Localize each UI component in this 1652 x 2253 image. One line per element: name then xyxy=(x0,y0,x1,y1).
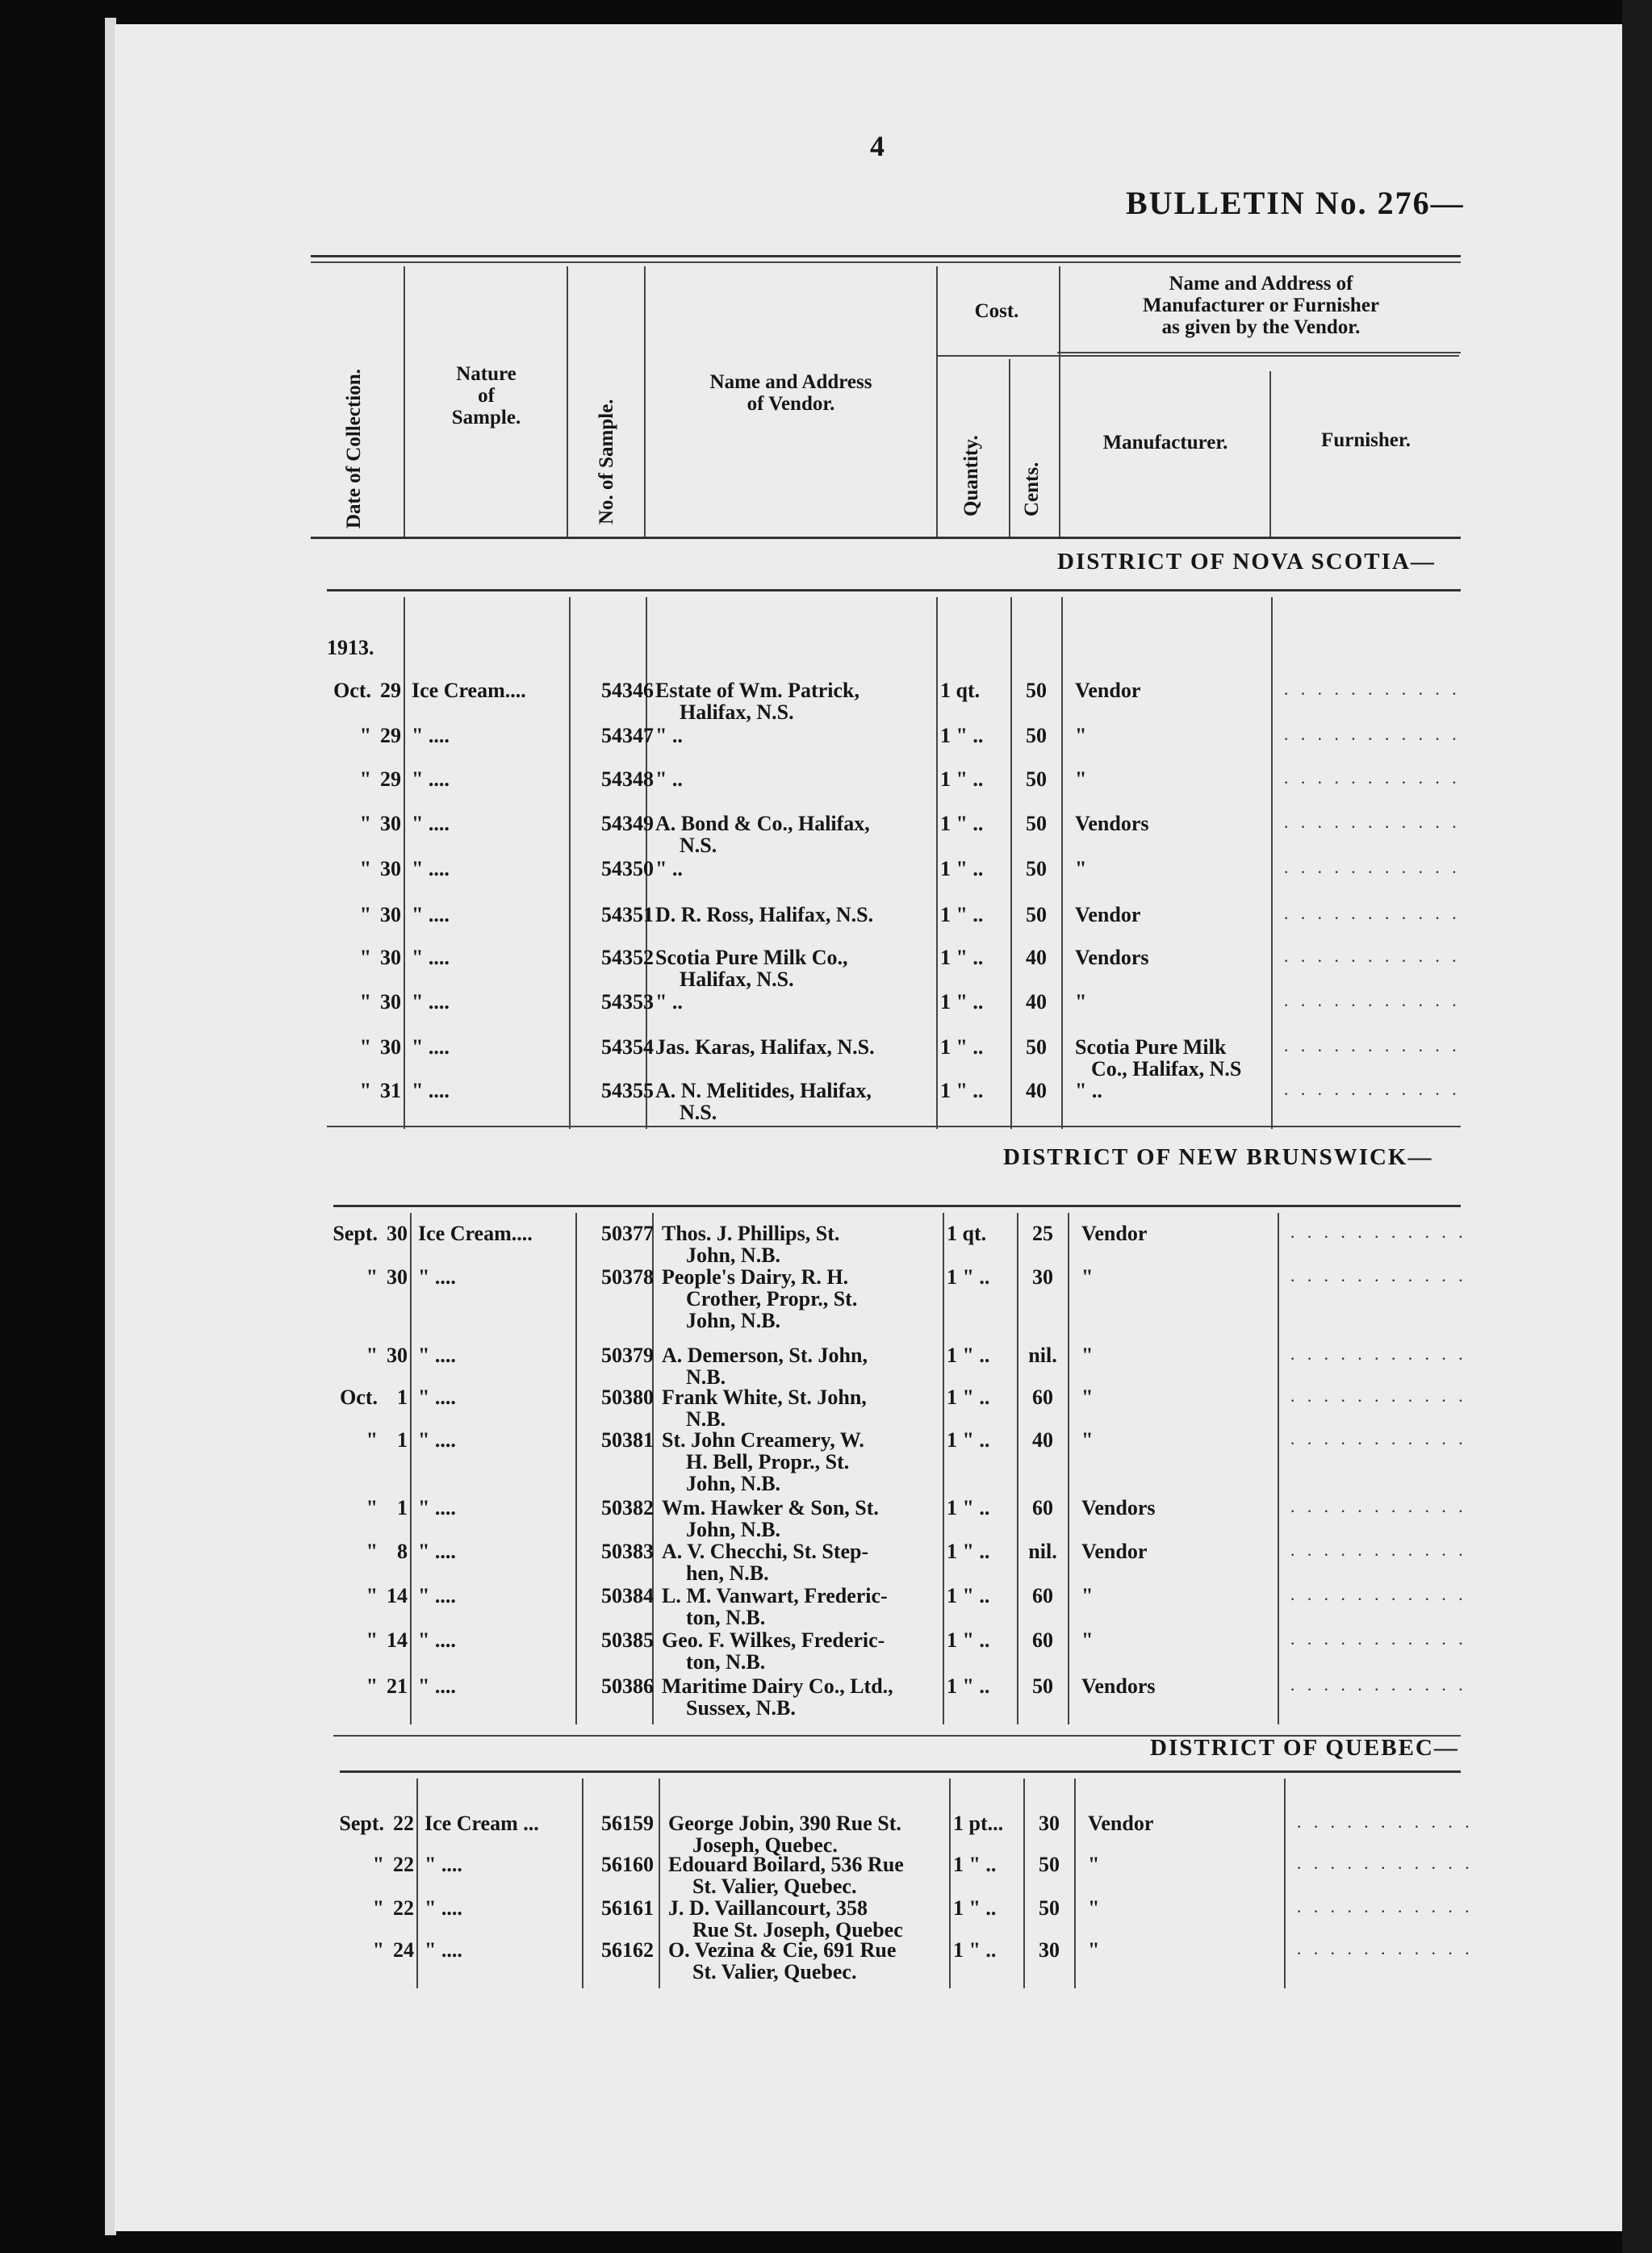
date-day: 21 xyxy=(387,1674,408,1698)
date-day: 14 xyxy=(387,1584,408,1607)
quantity: 1 " .. xyxy=(947,1386,990,1409)
header-vendor: Name and Address of Vendor. xyxy=(709,371,872,415)
sample-number: 50378 xyxy=(601,1265,654,1289)
manufacturer: Co., Halifax, N.S xyxy=(1091,1057,1242,1081)
vendor-line: Jas. Karas, Halifax, N.S. xyxy=(655,1035,875,1059)
quantity: 1 " .. xyxy=(953,1853,997,1876)
date-month: " xyxy=(366,1540,378,1563)
nature-of-sample: " .... xyxy=(412,767,450,791)
vendor-line: George Jobin, 390 Rue St. xyxy=(668,1812,901,1835)
date-day: 31 xyxy=(380,1079,401,1102)
header-sample-no: No. of Sample. xyxy=(596,399,617,525)
date-month: " xyxy=(359,857,371,880)
vendor-line: A. Demerson, St. John, xyxy=(662,1344,868,1367)
cents: 60 xyxy=(1032,1496,1053,1519)
quantity: 1 " .. xyxy=(940,990,984,1014)
date-month: " xyxy=(359,1079,371,1102)
cents: 30 xyxy=(1039,1938,1060,1962)
manufacturer: " xyxy=(1075,990,1087,1014)
cents: 30 xyxy=(1039,1812,1060,1835)
sample-number: 54353 xyxy=(601,990,654,1014)
date-day: 22 xyxy=(393,1853,414,1876)
leader-dots: · · · · · · · · · · · xyxy=(1296,1901,1474,1921)
nature-of-sample: " .... xyxy=(412,812,450,835)
quantity: 1 " .. xyxy=(940,812,984,835)
vendor-line: H. Bell, Propr., St. xyxy=(686,1450,850,1473)
date-day: 8 xyxy=(397,1540,408,1563)
vendor-line: Crother, Propr., St. xyxy=(686,1287,858,1310)
cents: nil. xyxy=(1028,1540,1057,1563)
quantity: 1 " .. xyxy=(940,767,984,791)
manufacturer: " .. xyxy=(1075,1079,1102,1102)
manufacturer: Vendor xyxy=(1075,903,1141,926)
vendor-line: ton, N.B. xyxy=(686,1606,766,1629)
nature-of-sample: " .... xyxy=(412,946,450,969)
date-month: " xyxy=(359,903,371,926)
sample-number: 50383 xyxy=(601,1540,654,1563)
date-day: 30 xyxy=(380,990,401,1014)
manufacturer: " xyxy=(1075,724,1087,747)
date-month: " xyxy=(366,1428,378,1452)
date-month: " xyxy=(366,1265,378,1289)
cents: 50 xyxy=(1026,724,1047,747)
quantity: 1 " .. xyxy=(953,1938,997,1962)
quantity: 1 " .. xyxy=(940,946,984,969)
nature-of-sample: " .... xyxy=(418,1496,456,1519)
header-subgroup-rule-2 xyxy=(1057,352,1461,353)
header-maker-group: Name and Address of Manufacturer or Furnisher as given by the Vendor. xyxy=(1142,273,1380,338)
vendor-line: Frank White, St. John, xyxy=(662,1386,867,1409)
sample-number: 50385 xyxy=(601,1628,654,1652)
cents: 40 xyxy=(1032,1428,1053,1452)
vendor-line: J. D. Vaillancourt, 358 xyxy=(668,1896,868,1920)
manufacturer: " xyxy=(1081,1344,1094,1367)
manufacturer: Vendors xyxy=(1081,1674,1156,1698)
leader-dots: · · · · · · · · · · · xyxy=(1283,772,1461,792)
leader-dots: · · · · · · · · · · · xyxy=(1290,1390,1467,1411)
date-day: 30 xyxy=(380,946,401,969)
district-title: DISTRICT OF NOVA SCOTIA— xyxy=(1057,549,1436,575)
column-divider xyxy=(949,1779,951,1988)
cents: 40 xyxy=(1026,946,1047,969)
manufacturer: " xyxy=(1081,1584,1094,1607)
cents: 50 xyxy=(1026,857,1047,880)
leader-dots: · · · · · · · · · · · xyxy=(1290,1589,1467,1609)
vendor-line: Joseph, Quebec. xyxy=(692,1833,838,1857)
section-rule xyxy=(327,589,1461,591)
header-nature: Nature of Sample. xyxy=(451,363,521,428)
date-month: " xyxy=(359,946,371,969)
cents: 40 xyxy=(1026,990,1047,1014)
header-divider xyxy=(404,266,405,537)
nature-of-sample: Ice Cream ... xyxy=(425,1812,539,1835)
quantity: 1 " .. xyxy=(940,1079,984,1102)
sample-number: 50380 xyxy=(601,1386,654,1409)
date-month: Sept. xyxy=(332,1222,378,1245)
sample-number: 54355 xyxy=(601,1079,654,1102)
column-divider xyxy=(1061,597,1063,1129)
column-divider xyxy=(1271,597,1273,1129)
header-date: Date of Collection. xyxy=(343,369,365,529)
column-divider xyxy=(943,1213,944,1724)
date-day: 1 xyxy=(397,1428,408,1452)
manufacturer: Vendor xyxy=(1075,679,1141,702)
nature-of-sample: " .... xyxy=(418,1265,456,1289)
vendor-line: John, N.B. xyxy=(686,1518,781,1541)
cents: 50 xyxy=(1026,679,1047,702)
vendor-line: " .. xyxy=(655,767,683,791)
date-day: 22 xyxy=(393,1896,414,1920)
sample-number: 56159 xyxy=(601,1812,654,1835)
sample-number: 54354 xyxy=(601,1035,654,1059)
leader-dots: · · · · · · · · · · · xyxy=(1283,817,1461,837)
date-day: 29 xyxy=(380,679,401,702)
date-day: 30 xyxy=(380,1035,401,1059)
header-furnisher: Furnisher. xyxy=(1321,429,1411,451)
vendor-line: A. N. Melitides, Halifax, xyxy=(655,1079,872,1102)
date-month: " xyxy=(372,1896,384,1920)
header-quantity: Quantity. xyxy=(960,435,982,516)
date-day: 22 xyxy=(393,1812,414,1835)
nature-of-sample: " .... xyxy=(418,1540,456,1563)
vendor-line: N.B. xyxy=(686,1407,726,1431)
vendor-line: John, N.B. xyxy=(686,1309,781,1332)
vendor-line: John, N.B. xyxy=(686,1472,781,1495)
vendor-line: A. V. Checchi, St. Step- xyxy=(662,1540,869,1563)
leader-dots: · · · · · · · · · · · xyxy=(1296,1858,1474,1878)
leader-dots: · · · · · · · · · · · xyxy=(1283,951,1461,971)
cents: 25 xyxy=(1032,1222,1053,1245)
date-day: 24 xyxy=(393,1938,414,1962)
quantity: 1 " .. xyxy=(940,724,984,747)
section-rule xyxy=(340,1770,1461,1773)
date-month: " xyxy=(366,1584,378,1607)
nature-of-sample: Ice Cream.... xyxy=(412,679,526,702)
nature-of-sample: " .... xyxy=(412,903,450,926)
vendor-line: hen, N.B. xyxy=(686,1561,769,1585)
date-day: 14 xyxy=(387,1628,408,1652)
leader-dots: · · · · · · · · · · · xyxy=(1283,908,1461,928)
sample-number: 56160 xyxy=(601,1853,654,1876)
manufacturer: Vendors xyxy=(1075,812,1149,835)
nature-of-sample: " .... xyxy=(418,1584,456,1607)
sample-number: 54348 xyxy=(601,767,654,791)
quantity: 1 " .. xyxy=(940,903,984,926)
manufacturer: Vendor xyxy=(1088,1812,1154,1835)
vendor-line: N.S. xyxy=(680,834,717,857)
cents: 30 xyxy=(1032,1265,1053,1289)
quantity: 1 qt. xyxy=(940,679,981,702)
leader-dots: · · · · · · · · · · · xyxy=(1296,1943,1474,1963)
date-day: 30 xyxy=(380,812,401,835)
quantity: 1 " .. xyxy=(947,1584,990,1607)
sample-number: 54350 xyxy=(601,857,654,880)
column-divider xyxy=(410,1213,412,1724)
date-month: " xyxy=(359,990,371,1014)
column-divider xyxy=(1284,1779,1286,1988)
header-top-rule xyxy=(311,255,1461,257)
vendor-line: Sussex, N.B. xyxy=(686,1696,796,1720)
header-bottom-rule xyxy=(311,537,1461,539)
leader-dots: · · · · · · · · · · · xyxy=(1283,1040,1461,1060)
cents: 50 xyxy=(1039,1853,1060,1876)
date-day: 1 xyxy=(397,1386,408,1409)
vendor-line: Geo. F. Wilkes, Frederic- xyxy=(662,1628,885,1652)
date-month: " xyxy=(366,1344,378,1367)
year-label: 1913. xyxy=(327,636,374,659)
vendor-line: O. Vezina & Cie, 691 Rue xyxy=(668,1938,897,1962)
vendor-line: L. M. Vanwart, Frederic- xyxy=(662,1584,888,1607)
header-divider xyxy=(1269,371,1271,537)
date-day: 30 xyxy=(387,1344,408,1367)
vendor-line: St. John Creamery, W. xyxy=(662,1428,864,1452)
vendor-line: Halifax, N.S. xyxy=(680,968,794,991)
manufacturer: " xyxy=(1088,1853,1100,1876)
manufacturer: " xyxy=(1081,1428,1094,1452)
leader-dots: · · · · · · · · · · · xyxy=(1290,1348,1467,1369)
vendor-line: Halifax, N.S. xyxy=(680,700,794,724)
nature-of-sample: " .... xyxy=(412,857,450,880)
date-month: Oct. xyxy=(340,1386,378,1409)
vendor-line: John, N.B. xyxy=(686,1244,781,1267)
manufacturer: Vendors xyxy=(1081,1496,1156,1519)
leader-dots: · · · · · · · · · · · xyxy=(1290,1633,1467,1653)
nature-of-sample: " .... xyxy=(418,1428,456,1452)
leader-dots: · · · · · · · · · · · xyxy=(1283,729,1461,749)
bulletin-title: BULLETIN No. 276— xyxy=(1126,185,1465,221)
column-divider xyxy=(416,1779,418,1988)
column-divider xyxy=(1278,1213,1279,1724)
quantity: 1 " .. xyxy=(947,1428,990,1452)
nature-of-sample: " .... xyxy=(418,1386,456,1409)
cents: 50 xyxy=(1039,1896,1060,1920)
nature-of-sample: " .... xyxy=(425,1896,462,1920)
manufacturer: " xyxy=(1081,1628,1094,1652)
date-month: " xyxy=(366,1496,378,1519)
date-month: Oct. xyxy=(333,679,371,702)
nature-of-sample: " .... xyxy=(412,1079,450,1102)
leader-dots: · · · · · · · · · · · xyxy=(1290,1270,1467,1290)
vendor-line: N.S. xyxy=(680,1101,717,1124)
date-month: " xyxy=(372,1853,384,1876)
vendor-line: " .. xyxy=(655,990,683,1014)
date-day: 30 xyxy=(380,903,401,926)
vendor-line: " .. xyxy=(655,724,683,747)
quantity: 1 " .. xyxy=(947,1344,990,1367)
cents: nil. xyxy=(1028,1344,1057,1367)
vendor-line: ton, N.B. xyxy=(686,1650,766,1674)
quantity: 1 " .. xyxy=(947,1628,990,1652)
vendor-line: St. Valier, Quebec. xyxy=(692,1960,857,1983)
vendor-line: Rue St. Joseph, Quebec xyxy=(692,1918,903,1942)
nature-of-sample: " .... xyxy=(418,1674,456,1698)
date-day: 29 xyxy=(380,767,401,791)
sample-number: 54347 xyxy=(601,724,654,747)
header-subgroup-rule xyxy=(936,355,1459,357)
leader-dots: · · · · · · · · · · · xyxy=(1283,683,1461,704)
leader-dots: · · · · · · · · · · · xyxy=(1290,1433,1467,1453)
column-divider xyxy=(936,597,938,1129)
date-day: 30 xyxy=(387,1265,408,1289)
quantity: 1 " .. xyxy=(947,1265,990,1289)
vendor-line: A. Bond & Co., Halifax, xyxy=(655,812,870,835)
sample-number: 56162 xyxy=(601,1938,654,1962)
district-title: DISTRICT OF QUEBEC— xyxy=(1150,1735,1459,1761)
binding-strip xyxy=(1622,0,1652,2253)
cents: 50 xyxy=(1026,812,1047,835)
column-divider xyxy=(404,597,405,1129)
quantity: 1 " .. xyxy=(940,1035,984,1059)
nature-of-sample: " .... xyxy=(418,1628,456,1652)
date-month: " xyxy=(359,812,371,835)
header-divider xyxy=(1009,359,1010,537)
vendor-line: D. R. Ross, Halifax, N.S. xyxy=(655,903,874,926)
vendor-line: Edouard Boilard, 536 Rue xyxy=(668,1853,904,1876)
leader-dots: · · · · · · · · · · · xyxy=(1283,1084,1461,1104)
leader-dots: · · · · · · · · · · · xyxy=(1283,995,1461,1015)
section-end-rule xyxy=(327,1126,1461,1127)
vendor-line: Wm. Hawker & Son, St. xyxy=(662,1496,879,1519)
leader-dots: · · · · · · · · · · · xyxy=(1290,1544,1467,1565)
nature-of-sample: " .... xyxy=(412,990,450,1014)
quantity: 1 pt... xyxy=(953,1812,1004,1835)
cents: 40 xyxy=(1026,1079,1047,1102)
nature-of-sample: " .... xyxy=(412,1035,450,1059)
cents: 50 xyxy=(1032,1674,1053,1698)
date-month: " xyxy=(359,724,371,747)
date-month: " xyxy=(366,1674,378,1698)
date-month: " xyxy=(359,767,371,791)
quantity: 1 " .. xyxy=(940,857,984,880)
header-divider xyxy=(1059,266,1060,537)
quantity: 1 " .. xyxy=(947,1496,990,1519)
header-divider xyxy=(567,266,568,537)
manufacturer: " xyxy=(1088,1896,1100,1920)
sample-number: 54352 xyxy=(601,946,654,969)
leader-dots: · · · · · · · · · · · xyxy=(1290,1679,1467,1699)
nature-of-sample: " .... xyxy=(412,724,450,747)
sample-number: 50379 xyxy=(601,1344,654,1367)
date-day: 30 xyxy=(387,1222,408,1245)
quantity: 1 " .. xyxy=(953,1896,997,1920)
vendor-line: N.B. xyxy=(686,1365,726,1389)
cents: 60 xyxy=(1032,1628,1053,1652)
date-month: " xyxy=(366,1628,378,1652)
cents: 50 xyxy=(1026,903,1047,926)
manufacturer: " xyxy=(1081,1265,1094,1289)
leader-dots: · · · · · · · · · · · xyxy=(1283,862,1461,882)
sample-number: 50381 xyxy=(601,1428,654,1452)
page-number: 4 xyxy=(870,130,885,162)
date-month: " xyxy=(359,1035,371,1059)
cents: 60 xyxy=(1032,1584,1053,1607)
sample-number: 50382 xyxy=(601,1496,654,1519)
district-title: DISTRICT OF NEW BRUNSWICK— xyxy=(1003,1144,1433,1170)
sample-number: 50384 xyxy=(601,1584,654,1607)
quantity: 1 " .. xyxy=(947,1540,990,1563)
vendor-line: Scotia Pure Milk Co., xyxy=(655,946,848,969)
column-divider xyxy=(1068,1213,1069,1724)
vendor-line: Thos. J. Phillips, St. xyxy=(662,1222,840,1245)
cents: 50 xyxy=(1026,767,1047,791)
date-day: 30 xyxy=(380,857,401,880)
nature-of-sample: " .... xyxy=(418,1344,456,1367)
manufacturer: Vendors xyxy=(1075,946,1149,969)
quantity: 1 " .. xyxy=(947,1674,990,1698)
manufacturer: " xyxy=(1081,1386,1094,1409)
cents: 50 xyxy=(1026,1035,1047,1059)
nature-of-sample: " .... xyxy=(425,1938,462,1962)
header-manufacturer: Manufacturer. xyxy=(1102,432,1228,454)
sample-number: 50377 xyxy=(601,1222,654,1245)
vendor-line: " .. xyxy=(655,857,683,880)
header-cents: Cents. xyxy=(1021,462,1043,516)
sample-number: 54349 xyxy=(601,812,654,835)
header-top-rule-2 xyxy=(311,261,1461,263)
column-divider xyxy=(659,1779,660,1988)
sample-number: 56161 xyxy=(601,1896,654,1920)
section-rule xyxy=(333,1205,1461,1207)
manufacturer: Scotia Pure Milk xyxy=(1075,1035,1227,1059)
nature-of-sample: Ice Cream.... xyxy=(418,1222,533,1245)
date-day: 29 xyxy=(380,724,401,747)
manufacturer: " xyxy=(1075,767,1087,791)
date-month: " xyxy=(372,1938,384,1962)
sample-number: 54346 xyxy=(601,679,654,702)
leader-dots: · · · · · · · · · · · xyxy=(1290,1501,1467,1521)
leader-dots: · · · · · · · · · · · xyxy=(1296,1816,1474,1837)
sample-number: 54351 xyxy=(601,903,654,926)
date-month: Sept. xyxy=(339,1812,384,1835)
manufacturer: " xyxy=(1075,857,1087,880)
cents: 60 xyxy=(1032,1386,1053,1409)
vendor-line: Estate of Wm. Patrick, xyxy=(655,679,859,702)
sample-number: 50386 xyxy=(601,1674,654,1698)
leader-dots: · · · · · · · · · · · xyxy=(1290,1227,1467,1247)
quantity: 1 qt. xyxy=(947,1222,987,1245)
nature-of-sample: " .... xyxy=(425,1853,462,1876)
manufacturer: Vendor xyxy=(1081,1540,1148,1563)
manufacturer: " xyxy=(1088,1938,1100,1962)
vendor-line: St. Valier, Quebec. xyxy=(692,1875,857,1898)
manufacturer: Vendor xyxy=(1081,1222,1148,1245)
vendor-line: People's Dairy, R. H. xyxy=(662,1265,849,1289)
vendor-line: Maritime Dairy Co., Ltd., xyxy=(662,1674,893,1698)
date-day: 1 xyxy=(397,1496,408,1519)
header-cost: Cost. xyxy=(974,300,1019,322)
column-divider xyxy=(1074,1779,1076,1988)
